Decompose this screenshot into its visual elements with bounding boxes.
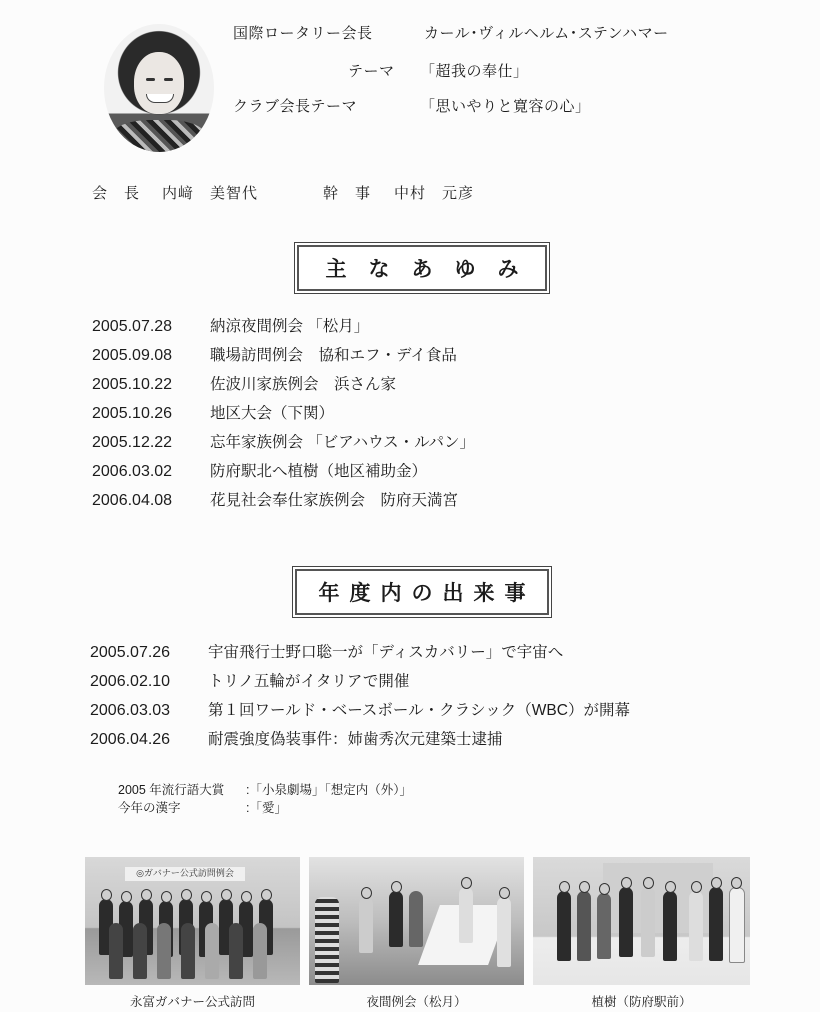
history-title: 主なあゆみ xyxy=(297,245,547,291)
theme-value: 「超我の奉仕」 xyxy=(420,62,529,80)
history-item xyxy=(92,430,475,452)
history-date: 2005.12.22 xyxy=(92,434,173,451)
history-item xyxy=(92,343,457,365)
portrait-eye xyxy=(146,78,155,81)
ri-president-label: 国際ロータリー会長 xyxy=(233,24,373,42)
history-event: 花見社会奉仕家族例会 防府天満宮 xyxy=(210,492,459,509)
president-name: 内﨑 美智代 xyxy=(162,184,259,202)
event-text: 耐震強度偽装事件：姉歯秀次元建築士逮捕 xyxy=(208,731,503,748)
history-item xyxy=(92,459,427,481)
portrait-face xyxy=(134,52,184,114)
buzzword-label: 2005 年流行語大賞 xyxy=(118,783,225,797)
theme-label: テーマ xyxy=(348,62,395,80)
history-title-box xyxy=(294,242,550,294)
event-date: 2006.04.26 xyxy=(90,731,171,748)
event-item xyxy=(90,669,409,691)
portrait-eye xyxy=(164,78,173,81)
event-text: トリノ五輪がイタリアで開催 xyxy=(208,673,410,690)
photo-caption-tree-planting: 植樹（防府駅前） xyxy=(591,994,692,1009)
photo-caption-governor-visit: 永富ガバナー公式訪問 xyxy=(129,994,255,1009)
club-theme-value: 「思いやりと寛容の心」 xyxy=(420,97,591,115)
event-item xyxy=(90,698,630,720)
photo-banner: ◎ガバナー公式訪問例会 xyxy=(125,867,245,881)
event-item xyxy=(90,727,503,749)
history-event: 防府駅北へ植樹（地区補助金） xyxy=(210,463,428,480)
ri-president-name: カール･ヴィルヘルム･ステンハマー xyxy=(424,24,669,42)
president-label: 会 長 xyxy=(92,184,141,202)
history-date: 2006.04.08 xyxy=(92,492,173,509)
club-theme-label: クラブ会長テーマ xyxy=(233,97,358,115)
history-item xyxy=(92,372,396,394)
event-date: 2005.07.26 xyxy=(90,644,171,661)
history-date: 2005.07.28 xyxy=(92,318,173,335)
history-event: 忘年家族例会 「ビアハウス・ルパン」 xyxy=(210,434,476,451)
events-title-box xyxy=(292,566,552,618)
photo-tree-planting xyxy=(533,857,750,985)
photo-governor-visit xyxy=(85,857,300,985)
history-date: 2005.09.08 xyxy=(92,347,173,364)
history-event: 職場訪問例会 協和エフ・デイ食品 xyxy=(210,347,457,364)
history-list xyxy=(92,314,692,514)
event-date: 2006.03.03 xyxy=(90,702,171,719)
kanji-label: 今年の漢字 xyxy=(118,801,181,815)
photo-night-meeting xyxy=(309,857,524,985)
event-text: 宇宙飛行士野口聡一が「ディスカバリー」で宇宙へ xyxy=(208,644,564,661)
history-item xyxy=(92,314,369,336)
history-event: 地区大会（下関） xyxy=(210,405,335,422)
event-item xyxy=(90,640,563,662)
history-date: 2005.10.26 xyxy=(92,405,173,422)
event-date: 2006.02.10 xyxy=(90,673,171,690)
history-date: 2005.10.22 xyxy=(92,376,173,393)
history-item xyxy=(92,401,334,423)
history-item xyxy=(92,488,458,510)
events-title: 年度内の出来事 xyxy=(295,569,549,615)
events-list xyxy=(90,640,730,760)
secretary-name: 中村 元彦 xyxy=(394,184,475,202)
buzzword-value: :「小泉劇場」「想定内（外）」 xyxy=(246,783,412,797)
secretary-label: 幹 事 xyxy=(323,184,372,202)
history-event: 佐波川家族例会 浜さん家 xyxy=(210,376,397,393)
history-event: 納涼夜間例会 「松月」 xyxy=(210,318,370,335)
history-date: 2006.03.02 xyxy=(92,463,173,480)
photo-caption-night-meeting: 夜間例会（松月） xyxy=(366,994,467,1009)
portrait-collar xyxy=(112,120,206,152)
kanji-value: :「愛」 xyxy=(246,801,287,815)
event-text: 第１回ワールド・ベースボール・クラシック（WBC）が開幕 xyxy=(208,702,630,719)
president-portrait xyxy=(104,24,214,152)
